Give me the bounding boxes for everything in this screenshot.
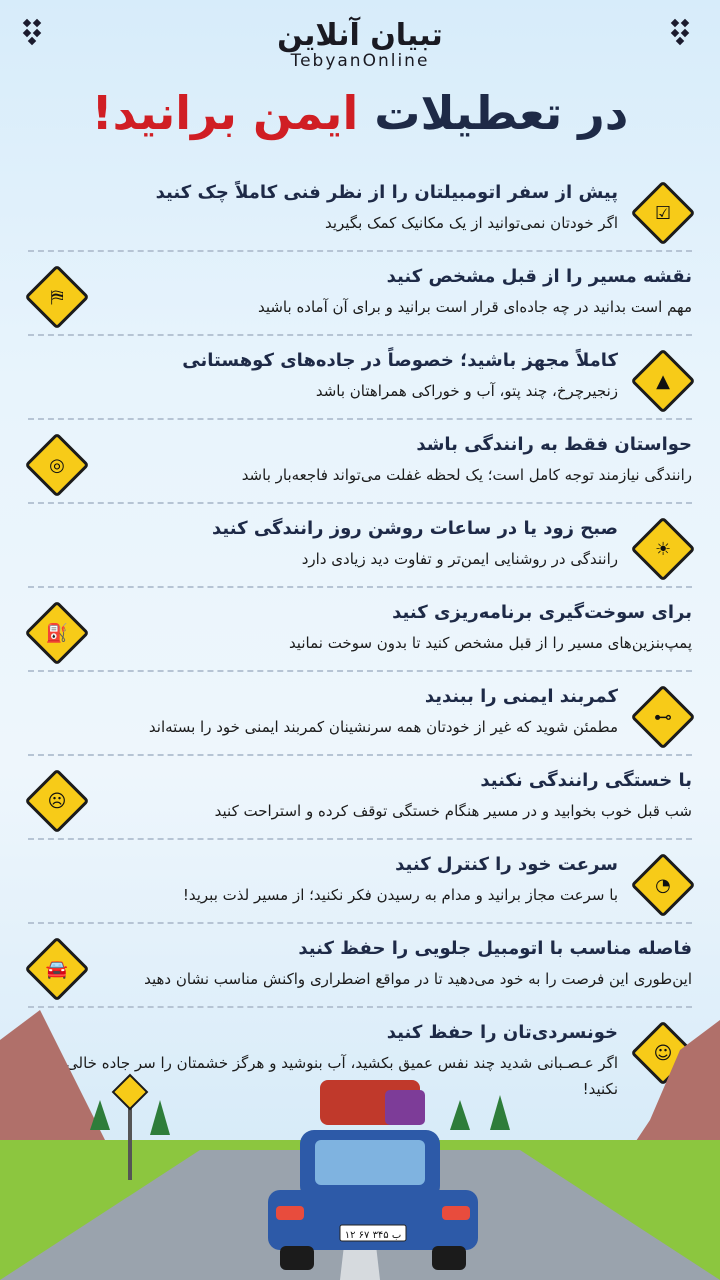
tip-title: با خستگی رانندگی نکنید (480, 770, 692, 791)
tebyan-logo (0, 18, 720, 71)
tail-light-right (442, 1206, 470, 1220)
speedometer-icon: ◔ (630, 852, 695, 917)
tip-title: فاصله مناسب با اتومبیل جلویی را حفظ کنید (298, 938, 692, 959)
tip-title: صبح زود یا در ساعات روشن روز رانندگی کنید (212, 518, 618, 539)
tip-item-6 (28, 588, 692, 672)
tip-title: سرعت خود را کنترل کنید (395, 854, 618, 875)
sun-icon: ☀ (630, 516, 695, 581)
car-icon: 🚘 (24, 936, 89, 1001)
luggage (385, 1090, 425, 1125)
turn-sign-icon (113, 1075, 147, 1109)
title-part-2: ایمن برانید! (91, 86, 359, 140)
road-trip-illustration (0, 980, 720, 1280)
tip-item-2 (28, 252, 692, 336)
sign-pole (128, 1100, 132, 1180)
tip-item-5 (28, 504, 692, 588)
tree (490, 1095, 510, 1130)
checklist-icon: ☑ (630, 180, 695, 245)
tip-title: پیش از سفر اتومبیلتان را از نظر فنی کاملاً چک کنید (155, 182, 618, 203)
tips-list (28, 168, 692, 1118)
tip-item-8 (28, 756, 692, 840)
title-part-1: در تعطیلات (374, 86, 629, 140)
tip-title: کمربند ایمنی را ببندید (424, 686, 618, 707)
steering-wheel-icon: ◎ (24, 432, 89, 497)
rear-window (315, 1140, 425, 1185)
tire-right (432, 1246, 466, 1270)
tip-title: نقشه مسیر را از قبل مشخص کنید (386, 266, 692, 287)
tip-item-7 (28, 672, 692, 756)
tip-desc: اگر خودتان نمی‌توانید از یک مکانیک کمک بگیرید (324, 214, 618, 232)
tip-desc: مطمئن شوید که غیر از خودتان همه سرنشینان کمربند ایمنی خود را بسته‌اند (148, 718, 618, 736)
tip-item-3 (28, 336, 692, 420)
tip-item-1 (28, 168, 692, 252)
tip-desc: اگر عـصـبانی شدید چند نفس عمیق بکشید، آب بنوشید و هرگز خشمتان را سر جاده خالی نکنید! (66, 1054, 618, 1098)
tip-title: کاملاً مجهز باشید؛ خصوصاً در جاده‌های کوهستانی (182, 350, 618, 371)
tip-item-9 (28, 840, 692, 924)
tip-desc: رانندگی نیازمند توجه کامل است؛ یک لحظه غفلت می‌تواند فاجعه‌بار باشد (241, 466, 692, 484)
tip-desc: شب قبل خوب بخوابید و در مسیر هنگام خستگی توقف کرده و استراحت کنید (214, 802, 692, 820)
tip-title: حواستان فقط به رانندگی باشد (416, 434, 692, 455)
calm-head-icon: ☺ (630, 1020, 695, 1085)
logo-english: TebyanOnline (290, 51, 430, 71)
tip-desc: مهم است بدانید در چه جاده‌ای قرار است برانید و برای آن آماده باشید (257, 298, 692, 316)
tired-person-icon: ☹ (24, 768, 89, 833)
license-plate-text: ۱۲ ب ۳۴۵ ۶۷ (344, 1230, 402, 1241)
page-title (0, 86, 720, 140)
tip-desc: با سرعت مجاز برانید و مدام به رسیدن فکر نکنید؛ از مسیر لذت ببرید! (182, 886, 618, 904)
map-icon: ⛿ (24, 264, 89, 329)
tip-desc: این‌طوری این فرصت را به خود می‌دهید تا در مواقع اضطراری واکنش مناسب نشان دهید (144, 970, 692, 988)
tree (450, 1100, 470, 1130)
tip-title: برای سوخت‌گیری برنامه‌ریزی کنید (392, 602, 692, 623)
tail-light-left (276, 1206, 304, 1220)
tire-left (280, 1246, 314, 1270)
tip-desc: زنجیرچرخ، چند پتو، آب و خوراکی همراهتان باشد (315, 382, 618, 400)
tree (150, 1100, 170, 1135)
tip-desc: پمپ‌بنزین‌های مسیر را از قبل مشخص کنید تا بدون سوخت نمانید (288, 634, 692, 652)
tip-title: خونسردی‌تان را حفظ کنید (386, 1022, 618, 1043)
tree (90, 1100, 110, 1130)
fuel-nozzle-icon: ⛽ (24, 600, 89, 665)
mountain-icon: ▲ (630, 348, 695, 413)
tip-desc: رانندگی در روشنایی ایمن‌تر و تفاوت دید زیادی دارد (301, 550, 618, 568)
tip-item-4 (28, 420, 692, 504)
seatbelt-icon: ⊶ (630, 684, 695, 749)
logo-persian: تبیان آنلاین (277, 18, 443, 53)
